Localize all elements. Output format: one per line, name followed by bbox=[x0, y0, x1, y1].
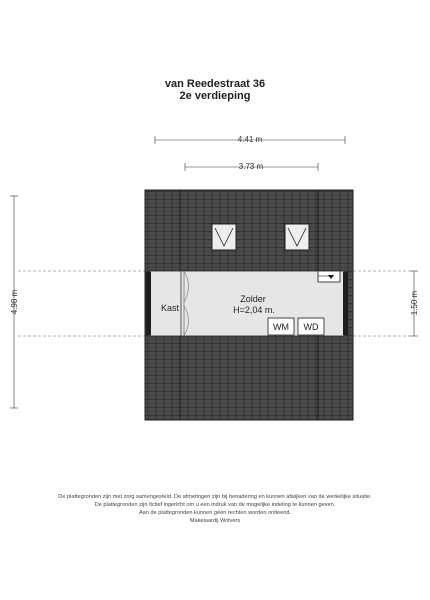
footer-disclaimer-1: De plattegronden zijn met zorg samengesteld. De afmetingen zijn bij benadering en kunnen afwijken van de werkelijke situatie. bbox=[58, 494, 372, 500]
footer-disclaimer-2: De plattegronden zijn fictief ingericht om u een indruk van de mogelijke indeling te kunnen geven. bbox=[94, 502, 336, 508]
dimension-room-depth-label: 1.50 m bbox=[410, 290, 419, 316]
stair-hatch bbox=[318, 271, 340, 282]
room-height: H=2,04 m. bbox=[233, 305, 275, 315]
dryer bbox=[298, 318, 324, 335]
dimension-outer-width-label: 4.41 m bbox=[237, 135, 263, 144]
dimension-room-depth bbox=[410, 271, 419, 336]
dimension-outer-width bbox=[155, 135, 345, 144]
dimension-inner-width-label: 3.73 m bbox=[238, 162, 264, 171]
wall-right bbox=[343, 272, 348, 335]
dimension-inner-width bbox=[185, 162, 318, 171]
plan-address-title: van Reedestraat 36 bbox=[164, 78, 266, 90]
skylight-right bbox=[285, 224, 309, 250]
room-name: Zolder bbox=[240, 294, 266, 304]
washer bbox=[268, 318, 294, 335]
footer-disclaimer-3: Aan de plattegronden kunnen géén rechten worden ontleend. bbox=[138, 510, 292, 516]
wall-left bbox=[146, 272, 151, 335]
closet-label: Kast bbox=[160, 303, 180, 313]
washer-label: WM bbox=[273, 322, 289, 332]
dimension-depth-label: 4.98 m bbox=[10, 289, 19, 315]
dimension-depth bbox=[10, 196, 19, 408]
dryer-label: WD bbox=[303, 322, 319, 332]
plan-floor-title: 2e verdieping bbox=[179, 90, 251, 102]
skylight-left bbox=[212, 224, 236, 250]
footer-agency: Makelaardij Wolvers bbox=[189, 518, 241, 524]
